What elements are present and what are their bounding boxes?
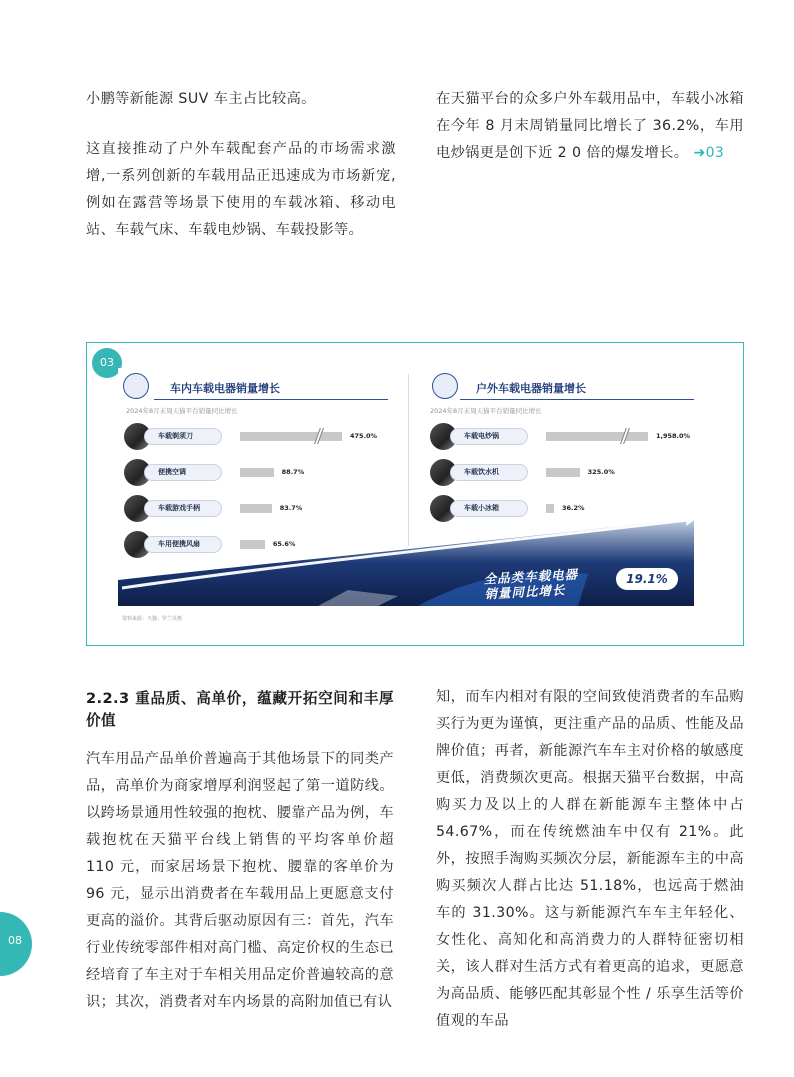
product-label: 车载小冰箱: [450, 500, 528, 517]
fridge-icon: [432, 373, 458, 399]
section-right-column: [436, 684, 744, 1035]
figure-source: 资料来源：天猫；罗兰贝格: [122, 616, 183, 622]
growth-value: 83.7%: [279, 504, 303, 512]
product-label: 车载电炒锅: [450, 428, 528, 445]
left-panel-title: 车内车载电器销量增长: [170, 382, 280, 395]
figure-reference[interactable]: [693, 145, 724, 161]
section-left-paragraph: 汽车用品产品单价普遍高于其他场景下的同类产品，高单价为商家增厚利润竖起了第一道防线。以跨场景通用性较强的抱枕、腰靠产品为例，车载抱枕在天猫平台线上销售的平均客单价超 110 元，而家居场景下抱枕、腰靠的客单价为 96 元，显示出消费者在车载用品上更愿意支付更高的溢价。其背后驱动原因有三：首先，汽车行业传统零部件相对高门槛、高定价权的生态已经培育了车主对于车相关用品定价普遍较高的意识；其次，消费者对车内场景的高附加值已有认: [86, 751, 394, 1010]
growth-value: 36.2%: [562, 504, 585, 512]
right-panel-subtitle: 2024年8月末周天猫平台销量同比增长: [430, 407, 542, 415]
left-panel-subtitle: 2024年8月末周天猫平台销量同比增长: [126, 407, 238, 415]
right-panel-rule: [460, 399, 694, 400]
growth-value: 475.0%: [350, 432, 378, 440]
total-growth-label: [483, 567, 579, 602]
left-panel-rule: [154, 399, 388, 400]
growth-bar: [240, 468, 274, 477]
section-right-paragraph: 知，而车内相对有限的空间致使消费者的车品购买行为更为谨慎，更注重产品的品质、性能及品牌价值；再者，新能源汽车车主对价格的敏感度更低，消费频次更高。根据天猫平台数据，中高购买力及以上的人群在新能源车主整体中占 54.67%，而在传统燃油车中仅有 21%。此外，按照手淘购买频次分层，新能源车主的中高购买频次人群占比达 51.18%，也远高于燃油车的 31.30%。这与新能源汽车车主年轻化、女性化、高知化和高消费力的人群特征密切相关，该人群对生活方式有着更高的追求，更愿意为高品质、能够匹配其彰显个性 / 乐享生活等价值观的车品: [436, 689, 744, 1029]
road-background: [118, 368, 694, 606]
outdoor-paragraph-text: 在天猫平台的众多户外车载用品中，车载小冰箱在今年 8 月末周销量同比增长了 36.2%，车用电炒锅更是创下近 2 0 倍的爆发增长。: [436, 91, 744, 161]
growth-value: 1,958.0%: [656, 432, 691, 440]
top-left-column: [86, 86, 396, 244]
total-growth-label-line1: 全品类车载电器: [483, 566, 579, 587]
growth-value: 65.6%: [272, 540, 296, 548]
total-growth-value: 19.1%: [616, 568, 678, 590]
section-title: 2.2.3 重品质、高单价，蕴藏开拓空间和丰厚价值: [86, 690, 394, 729]
growth-value: 325.0%: [587, 468, 615, 476]
section-left-column: [86, 688, 394, 1016]
figure-reference-number: 03: [705, 145, 725, 161]
product-label: 车载剃须刀: [144, 428, 222, 445]
product-label: 车载游戏手柄: [144, 500, 222, 517]
intro-paragraph: 这直接推动了户外车载配套产品的市场需求激增,一系列创新的车载用品正迅速成为市场新宠,例如在露营等场景下使用的车载冰箱、移动电站、车载气床、车载电炒锅、车载投影等。: [86, 141, 396, 238]
arrow-right-icon: ➜: [693, 145, 706, 161]
outdoor-paragraph: [436, 86, 744, 167]
page-number: 08: [8, 934, 22, 947]
growth-bar: [546, 432, 648, 441]
right-panel-title: 户外车载电器销量增长: [476, 382, 586, 395]
figure-badge: 03: [92, 348, 122, 378]
product-label: 车用便携风扇: [144, 536, 222, 553]
product-label: 车载饮水机: [450, 464, 528, 481]
growth-bar: [546, 468, 580, 477]
growth-bar: [240, 432, 342, 441]
gamepad-icon: [123, 373, 149, 399]
panel-divider: [408, 374, 409, 546]
growth-bar: [240, 540, 265, 549]
growth-bar: [546, 504, 554, 513]
total-growth-label-line2: 销量同比增长: [484, 582, 566, 602]
growth-value: 88.7%: [281, 468, 305, 476]
infographic: [118, 368, 694, 606]
top-right-column: [436, 86, 744, 167]
growth-bar: [240, 504, 272, 513]
intro-line: 小鹏等新能源 SUV 车主占比较高。: [86, 91, 316, 107]
product-label: 便携空调: [144, 464, 222, 481]
